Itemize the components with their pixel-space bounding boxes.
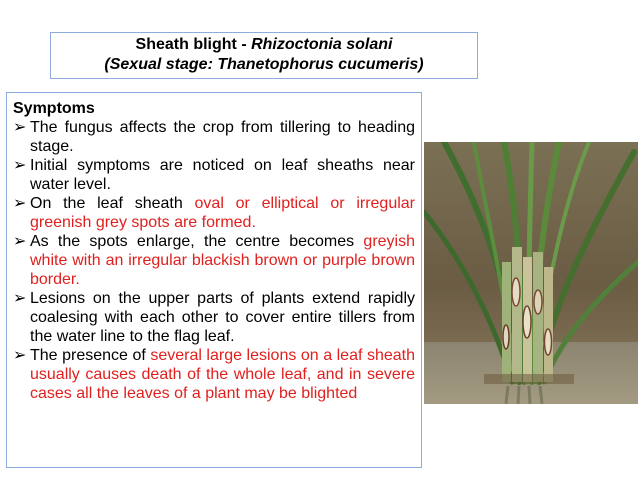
rice-sheath-blight-photo [424,142,638,404]
arrow-bullet-icon: ➢ [13,290,27,307]
title-line-2 [51,55,477,75]
symptom-bullet [13,232,415,289]
highlighted-text: oval or elliptical or irregular greenish grey spots are formed. [30,195,416,231]
symptoms-heading: Symptoms [13,100,95,117]
title-sexual-stage: (Sexual stage: Thanetophorus cucumeris) [104,56,424,73]
highlighted-text: greyish white with an irregular blackish brown or purple brown border. [30,233,415,288]
symptoms-list [13,118,415,403]
title-line-1 [51,35,477,55]
bullet-text: The fungus affects the crop from tillering to heading stage. [30,119,415,155]
symptom-bullet [13,289,415,346]
arrow-bullet-icon: ➢ [13,157,27,174]
arrow-bullet-icon: ➢ [13,195,27,212]
symptom-bullet [13,156,415,194]
symptom-bullet [13,118,415,156]
bullet-text: On the leaf sheath [30,195,195,212]
arrow-bullet-icon: ➢ [13,119,27,136]
symptoms-box [6,92,422,468]
symptom-bullet [13,194,415,232]
title-pathogen-name: Rhizoctonia solani [251,36,393,53]
bullet-text: Initial symptoms are noticed on leaf sheaths near water level. [30,157,415,193]
highlighted-text: several large lesions on a leaf sheath usually causes death of the whole leaf, and in severe cases all the leaves of a plant may be blighted [30,347,415,402]
symptom-bullet [13,346,415,403]
bullet-text: The presence of [30,347,151,364]
arrow-bullet-icon: ➢ [13,233,27,250]
rice-plant-photo-icon [424,142,638,404]
arrow-bullet-icon: ➢ [13,347,27,364]
title-prefix: Sheath blight - [135,36,252,53]
title-box [50,32,478,79]
bullet-text: As the spots enlarge, the centre becomes [30,233,364,250]
bullet-text: Lesions on the upper parts of plants extend rapidly coalesing with each other to cover entire tillers from the water line to the flag leaf. [30,290,415,345]
